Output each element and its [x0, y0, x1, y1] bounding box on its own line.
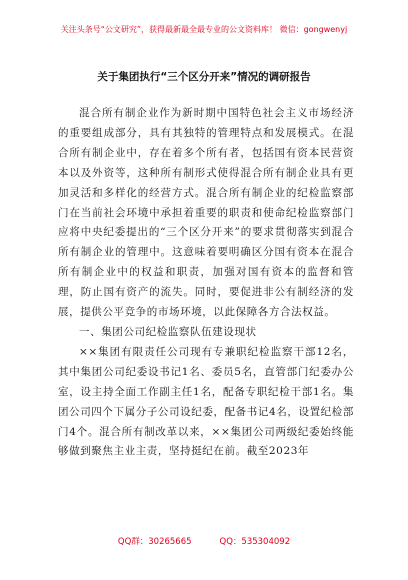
body-paragraph: 混合所有制企业作为新时期中国特色社会主义市场经济的重要组成部分，具有其独特的管理特点和发展模式。在混合所有制企业中，存在着多个所有者，包括国有资本民营资本以及外资等，这种所有制形式使得混合所有制企业具有更加灵活和多样化的经营方式。混合所有制企业的纪检监察部门在当前社会环境中承担着重要的职责和使命纪检监察部门应将中央纪委提出的“三个区分开来”的要求贯彻落实到混合所有制企业的管理中。这意味着要明确区分国有资本在混合所有制企业中的权益和职责，加强对国有资本的监督和管理，防止国有资产的流失。同时，要促进非公有制经济的发展，提供公平竞争的市场环境，以此保障各方合法权益。	[58, 107, 354, 319]
footer-contact	[0, 535, 408, 547]
footer-qq: QQ：535304092	[219, 537, 291, 547]
header-banner: 关注头条号“公文研究”，获得最新最全最专业的公文资料库！ 微信：gongwenyj	[60, 25, 348, 34]
footer-qq-group: QQ群：30265665	[117, 537, 192, 547]
section-heading: 一、集团公司纪检监察队伍建设现状	[79, 325, 257, 338]
document-title: 关于集团执行“三个区分开来”情况的调研报告	[97, 71, 311, 83]
document-body	[58, 104, 354, 462]
body-paragraph: ××集团有限责任公司现有专兼职纪检监察干部12名，其中集团公司纪委设书记1名、委员5名，直管部门纪委办公室，设主持全面工作副主任1名，配备专职纪检干部1名。集团公司四个下属分子公司设纪委，配备书记4名，设置纪检部门4个。混合所有制改革以来，××集团公司两级纪委始终能够做到聚焦主业主责，坚持挺纪在前。截至2023年	[58, 345, 354, 458]
